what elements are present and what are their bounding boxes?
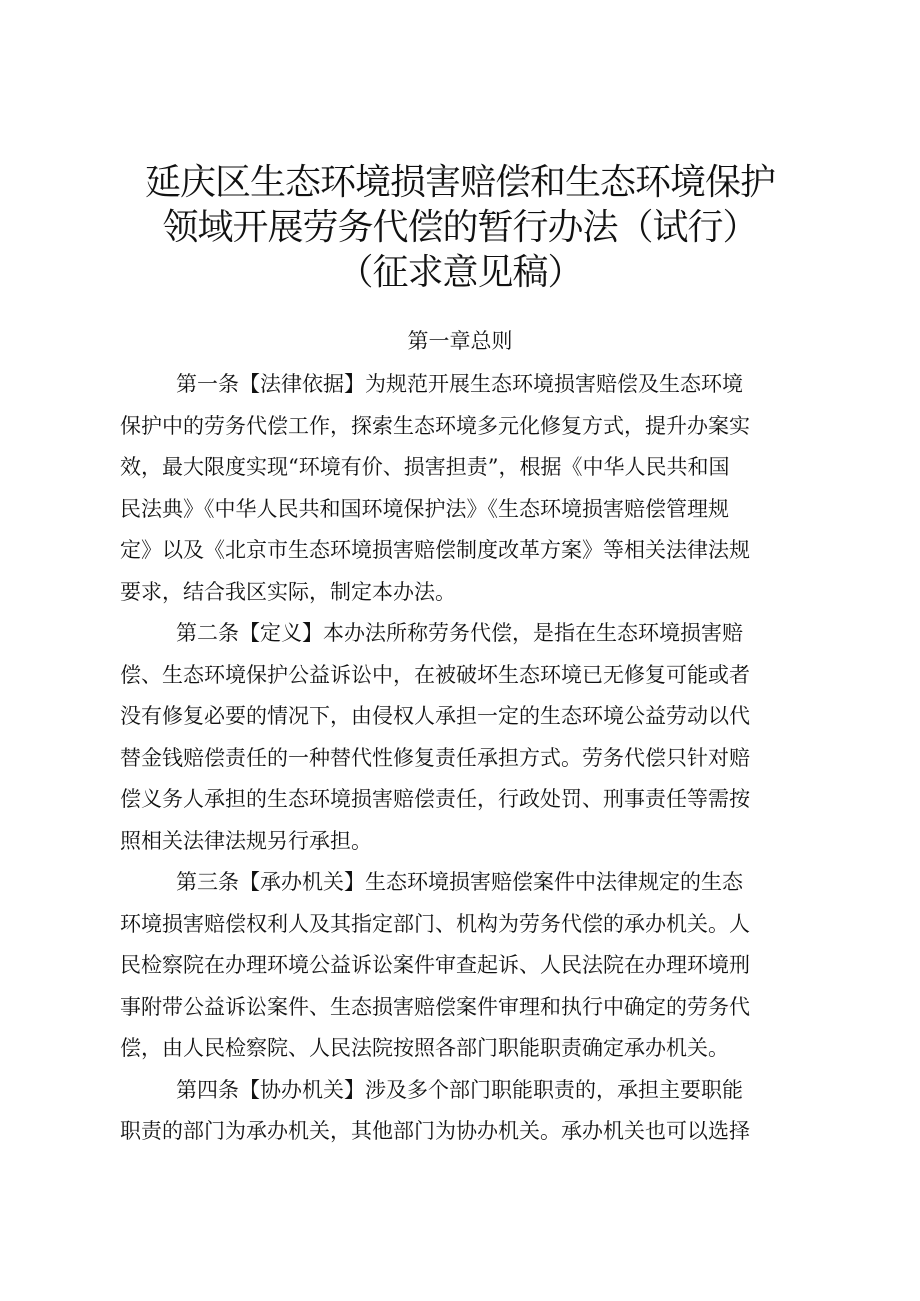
text-line: 第三条【承办机关】生态环境损害赔偿案件中法律规定的生态	[176, 870, 743, 894]
text-line: 第二条【定义】本办法所称劳务代偿，是指在生态环境损害赔	[176, 621, 743, 645]
article-2	[120, 613, 810, 862]
text-line: 效，最大限度实现“环境有价、损害担责”，根据《中华人民共和国	[120, 455, 730, 479]
title-line: 延庆区生态环境损害赔偿和生态环境保护	[144, 162, 775, 203]
text-line: 要求，结合我区实际，制定本办法。	[120, 579, 456, 604]
text-line: 民法典》《中华人民共和国环境保护法》《生态环境损害赔偿管理规	[120, 496, 729, 521]
chapter-heading: 第一章总则	[407, 329, 513, 353]
article-1	[120, 364, 810, 613]
text-line: 定》以及《北京市生态环境损害赔偿制度改革方案》等相关法律法规	[120, 538, 750, 562]
text-line: 保护中的劳务代偿工作，探索生态环境多元化修复方式，提升办案实	[120, 413, 750, 438]
text-line: 照相关法律法规另行承担。	[120, 828, 372, 853]
text-line: 职责的部门为承办机关，其他部门为协办机关。承办机关也可以选择	[120, 1119, 750, 1143]
text-line: 民检察院在办理环境公益诉讼案件审查起诉、人民法院在办理环境刑	[120, 953, 750, 977]
text-line: 偿、生态环境保护公益诉讼中，在被破坏生态环境已无修复可能或者	[120, 662, 750, 687]
article-4	[120, 1070, 810, 1153]
text-line: 环境损害赔偿权利人及其指定部门、机构为劳务代偿的承办机关。人	[120, 911, 750, 936]
text-line: 偿，由人民检察院、人民法院按照各部门职能职责确定承办机关。	[120, 1036, 729, 1060]
title-line: 领域开展劳务代偿的暂行办法（试行）	[162, 207, 758, 248]
text-line: 替金钱赔偿责任的一种替代性修复责任承担方式。劳务代偿只针对赔	[120, 745, 750, 770]
text-line: 偿义务人承担的生态环境损害赔偿责任，行政处罚、刑事责任等需按	[120, 787, 750, 811]
document-title	[0, 160, 920, 295]
article-3	[120, 862, 810, 1070]
text-line: 第四条【协办机关】涉及多个部门职能职责的，承担主要职能	[176, 1077, 743, 1102]
document-body	[120, 364, 810, 1153]
text-line: 第一条【法律依据】为规范开展生态环境损害赔偿及生态环境	[176, 372, 743, 396]
text-line: 事附带公益诉讼案件、生态损害赔偿案件审理和执行中确定的劳务代	[120, 994, 750, 1019]
title-line: （征求意见稿）	[337, 252, 583, 293]
text-line: 没有修复必要的情况下，由侵权人承担一定的生态环境公益劳动以代	[120, 704, 750, 728]
